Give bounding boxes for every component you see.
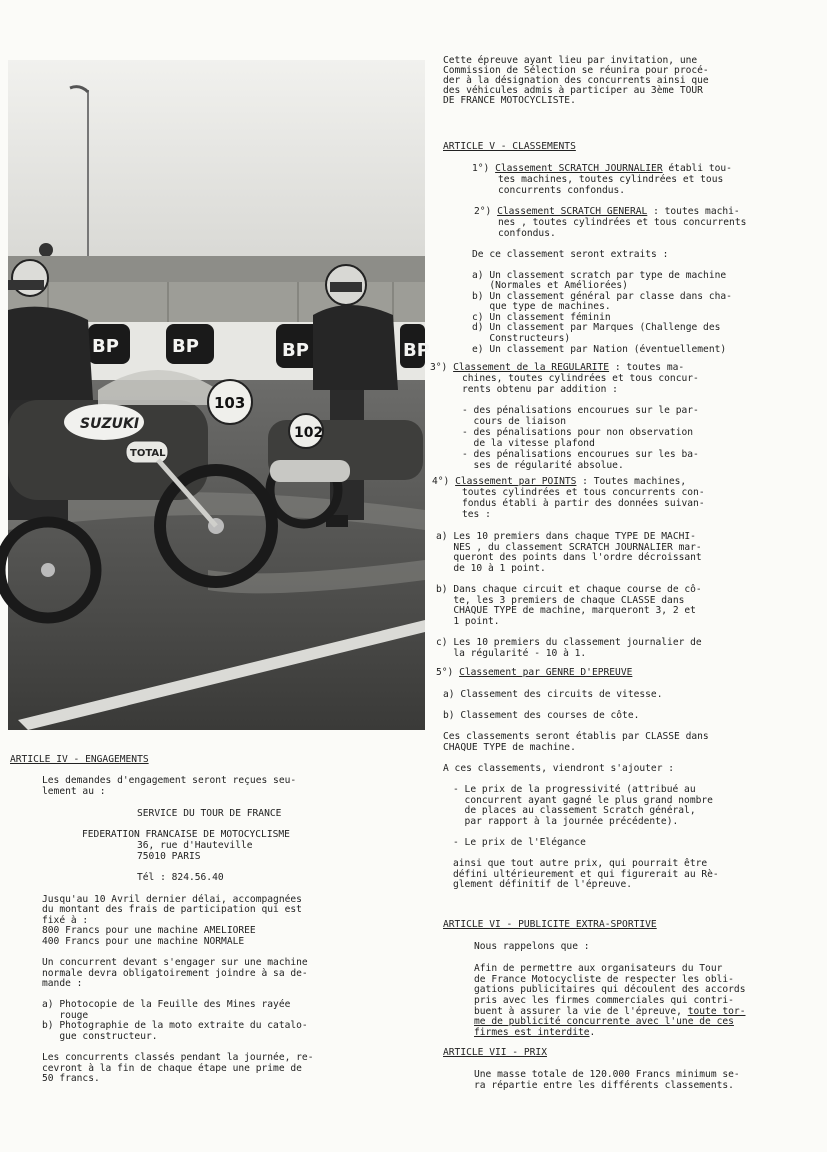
classement-title: Classement SCRATCH GENERAL bbox=[497, 206, 648, 217]
text-line: toutes cylindrées et tous concurrents con- bbox=[462, 487, 705, 498]
classement-rest: établi tou- bbox=[662, 163, 732, 174]
item-number: 2°) bbox=[474, 206, 492, 217]
text-line: Les demandes d'engagement seront reçues seu- bbox=[42, 775, 297, 786]
race-number-plate: 103 bbox=[214, 394, 246, 412]
classement-title: Classement par POINTS bbox=[455, 476, 577, 487]
list-item: c) Un classement féminin bbox=[472, 312, 611, 323]
list-item: de 10 à 1 point. bbox=[436, 563, 546, 574]
text-line: chines, toutes cylindrées et tous concur- bbox=[462, 373, 699, 384]
list-item: gue constructeur. bbox=[42, 1031, 158, 1042]
text-line: fixé à : bbox=[42, 915, 89, 926]
list-item: Constructeurs) bbox=[472, 333, 571, 344]
text-line: Une masse totale de 120.000 Francs minimum se- bbox=[474, 1069, 740, 1080]
classement-4 bbox=[432, 477, 686, 488]
list-item: a) Classement des circuits de vitesse. bbox=[443, 689, 663, 700]
text-line: Nous rappelons que : bbox=[474, 941, 590, 952]
list-item: - des pénalisations encourues sur le par- bbox=[462, 405, 699, 416]
item-number: 5°) bbox=[436, 667, 454, 678]
text-line: de France Motocycliste de respecter les obli- bbox=[474, 974, 734, 985]
list-item: de places au classement Scratch général, bbox=[453, 805, 696, 816]
list-item: rouge bbox=[42, 1010, 89, 1021]
classement-rest: : toutes ma- bbox=[609, 362, 685, 373]
article-v-heading: ARTICLE V - CLASSEMENTS bbox=[443, 141, 576, 152]
text-line: concurrents confondus. bbox=[498, 185, 626, 196]
bp-sign: BP bbox=[172, 336, 199, 357]
text-line: cevront à la fin de chaque étape une prime de bbox=[42, 1063, 302, 1074]
classement-rest: : toutes machi- bbox=[647, 206, 740, 217]
list-item: la régularité - 10 à 1. bbox=[436, 648, 587, 659]
list-item: d) Un classement par Marques (Challenge des bbox=[472, 322, 721, 333]
text-line: tes : bbox=[462, 509, 491, 520]
text-line: fondus établi à partir des données suivan- bbox=[462, 498, 705, 509]
text-line: Les concurrents classés pendant la journée, re- bbox=[42, 1052, 314, 1063]
text-line: mande : bbox=[42, 978, 83, 989]
federation-name: FEDERATION FRANCAISE DE MOTOCYCLISME bbox=[82, 829, 290, 840]
text-line: gations publicitaires qui découlent des accords bbox=[474, 984, 746, 995]
classement-2 bbox=[474, 207, 740, 218]
classement-3 bbox=[430, 363, 684, 374]
list-item: queront des points dans l'ordre décroissant bbox=[436, 552, 702, 563]
address-line: 36, rue d'Hauteville bbox=[137, 840, 253, 851]
list-item: b) Un classement général par classe dans cha- bbox=[472, 291, 732, 302]
motorcycle-photo bbox=[8, 60, 430, 730]
article-iv-heading: ARTICLE IV - ENGAGEMENTS bbox=[10, 754, 149, 765]
text-line: 50 francs. bbox=[42, 1073, 100, 1084]
classement-title: Classement de la REGULARITE bbox=[453, 362, 610, 373]
bp-sign: BP bbox=[92, 336, 119, 357]
intro-line: DE FRANCE MOTOCYCLISTE. bbox=[443, 95, 576, 106]
list-item: - des pénalisations pour non observation bbox=[462, 427, 694, 438]
suzuki-tank-text: SUZUKI bbox=[80, 416, 140, 432]
underlined-text: me de publicité concurrente avec l'une de ces bbox=[474, 1016, 734, 1027]
text-line: ra répartie entre les différents classements. bbox=[474, 1080, 734, 1091]
race-number-plate: 102 bbox=[294, 425, 324, 441]
intro-line: Cette épreuve ayant lieu par invitation, une bbox=[443, 55, 698, 66]
list-item: ses de régularité absolue. bbox=[462, 460, 624, 471]
text-line: A ces classements, viendront s'ajouter : bbox=[443, 763, 675, 774]
item-number: 4°) bbox=[432, 476, 450, 487]
list-item: 1 point. bbox=[436, 616, 500, 627]
list-item: concurrent ayant gagné le plus grand nombre bbox=[453, 795, 713, 806]
text-line bbox=[474, 1028, 595, 1039]
intro-line: Commission de Sélection se réunira pour procé- bbox=[443, 65, 709, 76]
list-item: a) Photocopie de la Feuille des Mines rayée bbox=[42, 999, 291, 1010]
list-item: par rapport à la journée précédente). bbox=[453, 816, 679, 827]
text-line: normale devra obligatoirement joindre à sa de- bbox=[42, 968, 308, 979]
text-line: lement au : bbox=[42, 786, 106, 797]
classement-1 bbox=[472, 164, 732, 175]
classement-title: Classement par GENRE D'EPREUVE bbox=[459, 667, 633, 678]
list-item: NES , du classement SCRATCH JOURNALIER mar- bbox=[436, 542, 702, 553]
list-item: que type de machines. bbox=[472, 301, 611, 312]
list-item: de la vitesse plafond bbox=[462, 438, 595, 449]
list-item: (Normales et Améliorées) bbox=[472, 280, 628, 291]
text-fragment: buent à assurer la vie de l'épreuve, bbox=[474, 1006, 688, 1017]
list-item: - Le prix de l'Elégance bbox=[453, 837, 586, 848]
list-item: b) Dans chaque circuit et chaque course de cô- bbox=[436, 584, 702, 595]
list-item: e) Un classement par Nation (éventuellement) bbox=[472, 344, 727, 355]
text-line: Jusqu'au 10 Avril dernier délai, accompagnées bbox=[42, 894, 302, 905]
list-item: a) Un classement scratch par type de machine bbox=[472, 270, 727, 281]
text-line: tes machines, toutes cylindrées et tous bbox=[498, 174, 724, 185]
underlined-text: toute tor- bbox=[687, 1006, 746, 1017]
list-item: cours de liaison bbox=[462, 416, 566, 427]
list-item: a) Les 10 premiers dans chaque TYPE DE MACHI- bbox=[436, 531, 696, 542]
classement-rest: : Toutes machines, bbox=[576, 476, 687, 487]
item-number: 1°) bbox=[472, 163, 490, 174]
text-line: défini ultérieurement et qui figurerait au Rè- bbox=[453, 869, 719, 880]
text-line: pris avec les firmes commerciales qui contri- bbox=[474, 995, 734, 1006]
list-item: c) Les 10 premiers du classement journalier de bbox=[436, 637, 702, 648]
text-line: glement définitif de l'épreuve. bbox=[453, 879, 633, 890]
list-item: CHAQUE TYPE de machine, marqueront 3, 2 et bbox=[436, 605, 696, 616]
bp-sign: BP bbox=[282, 340, 309, 361]
list-item: te, les 3 premiers de chaque CLASSE dans bbox=[436, 595, 685, 606]
text-line: confondus. bbox=[498, 228, 556, 239]
text-line: 400 Francs pour une machine NORMALE bbox=[42, 936, 245, 947]
article-vi-heading: ARTICLE VI - PUBLICITE EXTRA-SPORTIVE bbox=[443, 919, 657, 930]
text-line: rents obtenu par addition : bbox=[462, 384, 618, 395]
text-line: 800 Francs pour une machine AMELIOREE bbox=[42, 925, 256, 936]
phone-number: Tél : 824.56.40 bbox=[137, 872, 224, 883]
list-item: b) Classement des courses de côte. bbox=[443, 710, 640, 721]
list-item: - Le prix de la progressivité (attribué au bbox=[453, 784, 696, 795]
text-line: du montant des frais de participation qui est bbox=[42, 904, 302, 915]
address-line: 75010 PARIS bbox=[137, 851, 201, 862]
text-line: De ce classement seront extraits : bbox=[472, 249, 669, 260]
text-line: Ces classements seront établis par CLASSE dans bbox=[443, 731, 709, 742]
text-line: nes , toutes cylindrées et tous concurrents bbox=[498, 217, 747, 228]
list-item: - des pénalisations encourues sur les ba- bbox=[462, 449, 699, 460]
article-vii-heading: ARTICLE VII - PRIX bbox=[443, 1047, 547, 1058]
text-line: CHAQUE TYPE de machine. bbox=[443, 742, 576, 753]
bp-sign: BP bbox=[403, 340, 430, 361]
classement-title: Classement SCRATCH JOURNALIER bbox=[495, 163, 663, 174]
total-sticker-text: TOTAL bbox=[130, 448, 166, 459]
intro-line: des véhicules admis à participer au 3ème TOUR bbox=[443, 85, 703, 96]
item-number: 3°) bbox=[430, 362, 448, 373]
text-fragment: . bbox=[589, 1027, 596, 1038]
service-name: SERVICE DU TOUR DE FRANCE bbox=[137, 808, 282, 819]
list-item: b) Photographie de la moto extraite du catalo- bbox=[42, 1020, 308, 1031]
text-line: Un concurrent devant s'engager sur une machine bbox=[42, 957, 308, 968]
underlined-text: firmes est interdite bbox=[474, 1027, 590, 1038]
intro-line: der à la désignation des concurrents ainsi que bbox=[443, 75, 709, 86]
text-line: Afin de permettre aux organisateurs du Tour bbox=[474, 963, 723, 974]
classement-5 bbox=[436, 668, 632, 679]
text-line: ainsi que tout autre prix, qui pourrait être bbox=[453, 858, 708, 869]
